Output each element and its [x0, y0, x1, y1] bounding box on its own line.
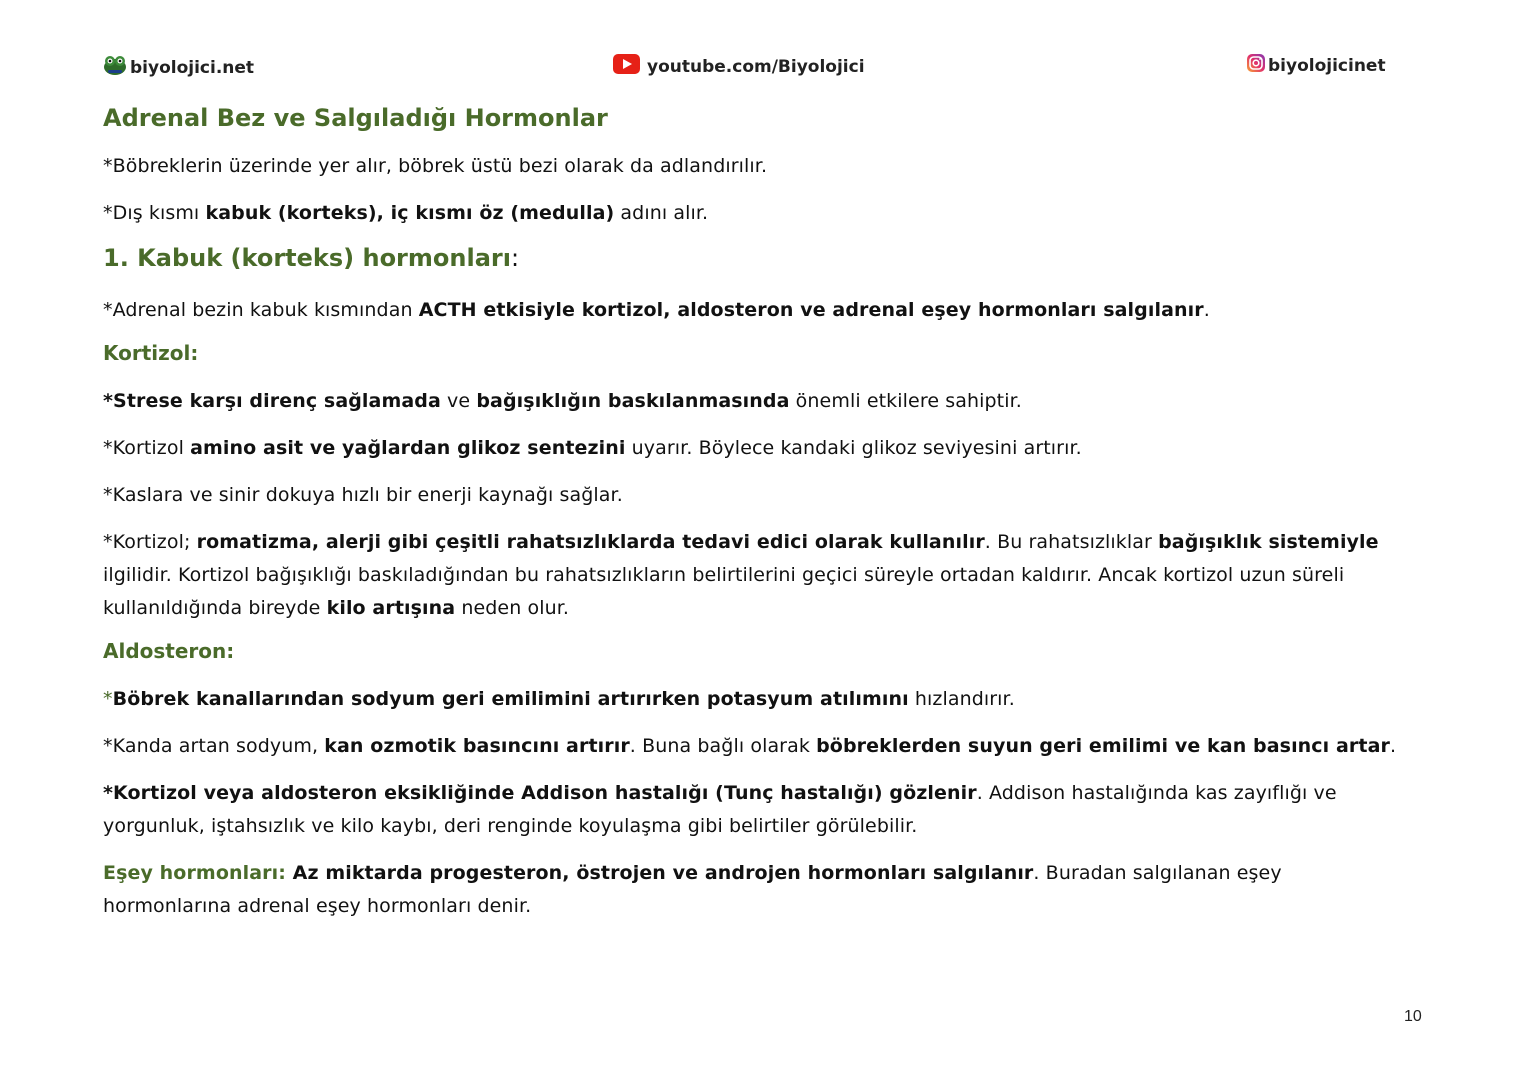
header-instagram-label: biyolojicinet — [1268, 55, 1386, 76]
kortizol-paragraph-4: *Kortizol; romatizma, alerji gibi çeşitli rahatsızlıklarda tedavi edici olarak kullanılır. Bu rahatsızlıklar bağışıklık sistemiyle ilgilidir. Kortizol bağışıklığı baskıladığından bu rahatsızlıkların belirtilerini geçici süreyle ortadan kaldırır. Ancak kortizol uzun süreli kullanıldığında bireyde kilo artışına neden olur. — [103, 531, 1379, 619]
section-heading-korteks: 1. Kabuk (korteks) hormonları: — [103, 244, 520, 272]
page-number: 10 — [1404, 1008, 1422, 1025]
kortizol-paragraph-1: *Strese karşı direnç sağlamada ve bağışıklığın baskılanmasında önemli etkilere sahiptir. — [103, 390, 1022, 412]
esey-paragraph: Eşey hormonları: Az miktarda progesteron, östrojen ve androjen hormonları salgılanır. Buradan salgılanan eşey hormonlarına adrenal eşey hormonları denir. — [103, 862, 1282, 917]
kortizol-heading: Kortizol: — [103, 341, 199, 365]
header-instagram[interactable] — [1247, 54, 1386, 77]
korteks-paragraph: *Adrenal bezin kabuk kısmından ACTH etkisiyle kortizol, aldosteron ve adrenal eşey hormonları salgılanır. — [103, 299, 1210, 321]
intro-paragraph-2: *Dış kısmı kabuk (korteks), iç kısmı öz (medulla) adını alır. — [103, 202, 709, 224]
aldosteron-paragraph-1: *Böbrek kanallarından sodyum geri emilimini artırırken potasyum atılımını hızlandırır. — [103, 688, 1015, 710]
esey-heading: Eşey hormonları: — [103, 862, 286, 884]
kortizol-paragraph-2: *Kortizol amino asit ve yağlardan glikoz sentezini uyarır. Böylece kandaki glikoz seviyesini artırır. — [103, 437, 1082, 459]
instagram-icon — [1247, 54, 1265, 77]
header-site[interactable] — [103, 54, 254, 81]
frog-logo-icon — [103, 54, 127, 81]
youtube-icon — [613, 54, 640, 79]
header-youtube[interactable] — [613, 54, 865, 79]
page-title: Adrenal Bez ve Salgıladığı Hormonlar — [103, 104, 608, 132]
document-body — [103, 104, 1403, 937]
aldosteron-heading: Aldosteron: — [103, 639, 235, 663]
header-youtube-label: youtube.com/Biyolojici — [647, 56, 865, 77]
aldosteron-paragraph-2: *Kanda artan sodyum, kan ozmotik basıncını artırır. Buna bağlı olarak böbreklerden suyun geri emilimi ve kan basıncı artar. — [103, 735, 1397, 757]
header-site-label: biyolojici.net — [130, 57, 255, 78]
aldosteron-paragraph-3: *Kortizol veya aldosteron eksikliğinde Addison hastalığı (Tunç hastalığı) gözlenir. Addison hastalığında kas zayıflığı ve yorgunluk, iştahsızlık ve kilo kaybı, deri renginde koyulaşma gibi belirtiler görülebilir. — [103, 782, 1337, 837]
intro-paragraph-1: *Böbreklerin üzerinde yer alır, böbrek üstü bezi olarak da adlandırılır. — [103, 155, 768, 177]
kortizol-paragraph-3: *Kaslara ve sinir dokuya hızlı bir enerji kaynağı sağlar. — [103, 484, 623, 506]
